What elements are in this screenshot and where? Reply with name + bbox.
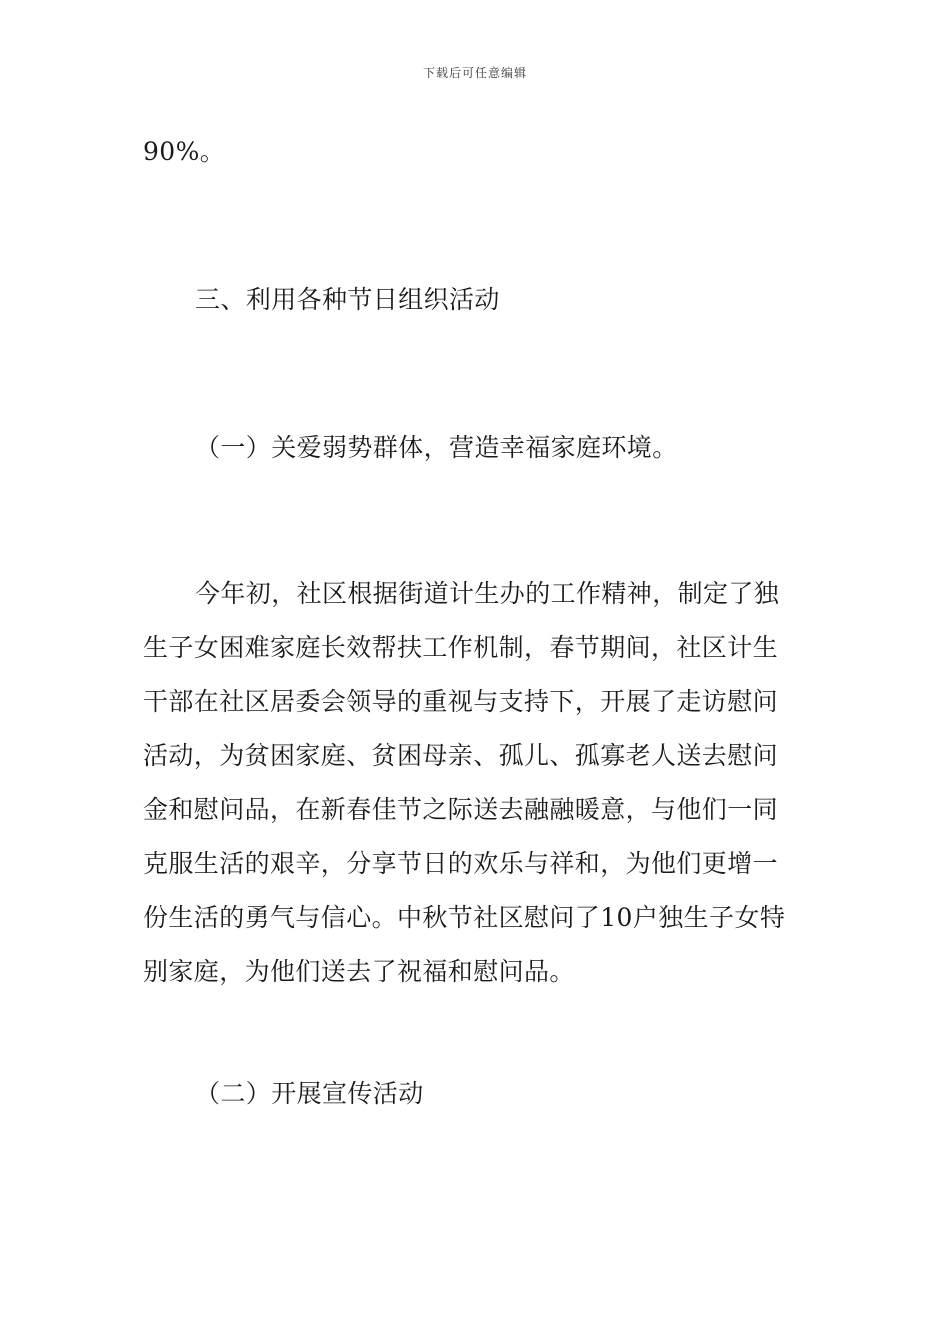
paragraph-line: 活动，为贫困家庭、贫困母亲、孤儿、孤寡老人送去慰问	[143, 741, 779, 770]
paragraph-line: 金和慰问品，在新春佳节之际送去融融暖意，与他们一同	[143, 795, 779, 824]
paragraph-line: 生子女困难家庭长效帮扶工作机制，春节期间，社区计生	[143, 633, 779, 662]
paragraph-line: 干部在社区居委会领导的重视与支持下，开展了走访慰问	[143, 687, 779, 716]
subheading-publicity-activities: （二）开展宣传活动	[195, 1079, 424, 1108]
paragraph-line: 克服生活的艰辛，分享节日的欢乐与祥和，为他们更增一	[143, 849, 779, 878]
page-header-note: 下载后可任意编辑	[422, 66, 527, 80]
carry-over-text: 90%。	[143, 137, 226, 166]
paragraph-line: 份生活的勇气与信心。中秋节社区慰问了10户独生子女特	[143, 903, 786, 932]
paragraph-line: 今年初，社区根据街道计生办的工作精神，制定了独	[195, 579, 780, 608]
paragraph-line: 别家庭，为他们送去了祝福和慰问品。	[143, 957, 575, 986]
section-heading: 三、利用各种节日组织活动	[195, 285, 500, 314]
subheading-care-vulnerable-groups: （一）关爱弱势群体，营造幸福家庭环境。	[195, 433, 678, 462]
